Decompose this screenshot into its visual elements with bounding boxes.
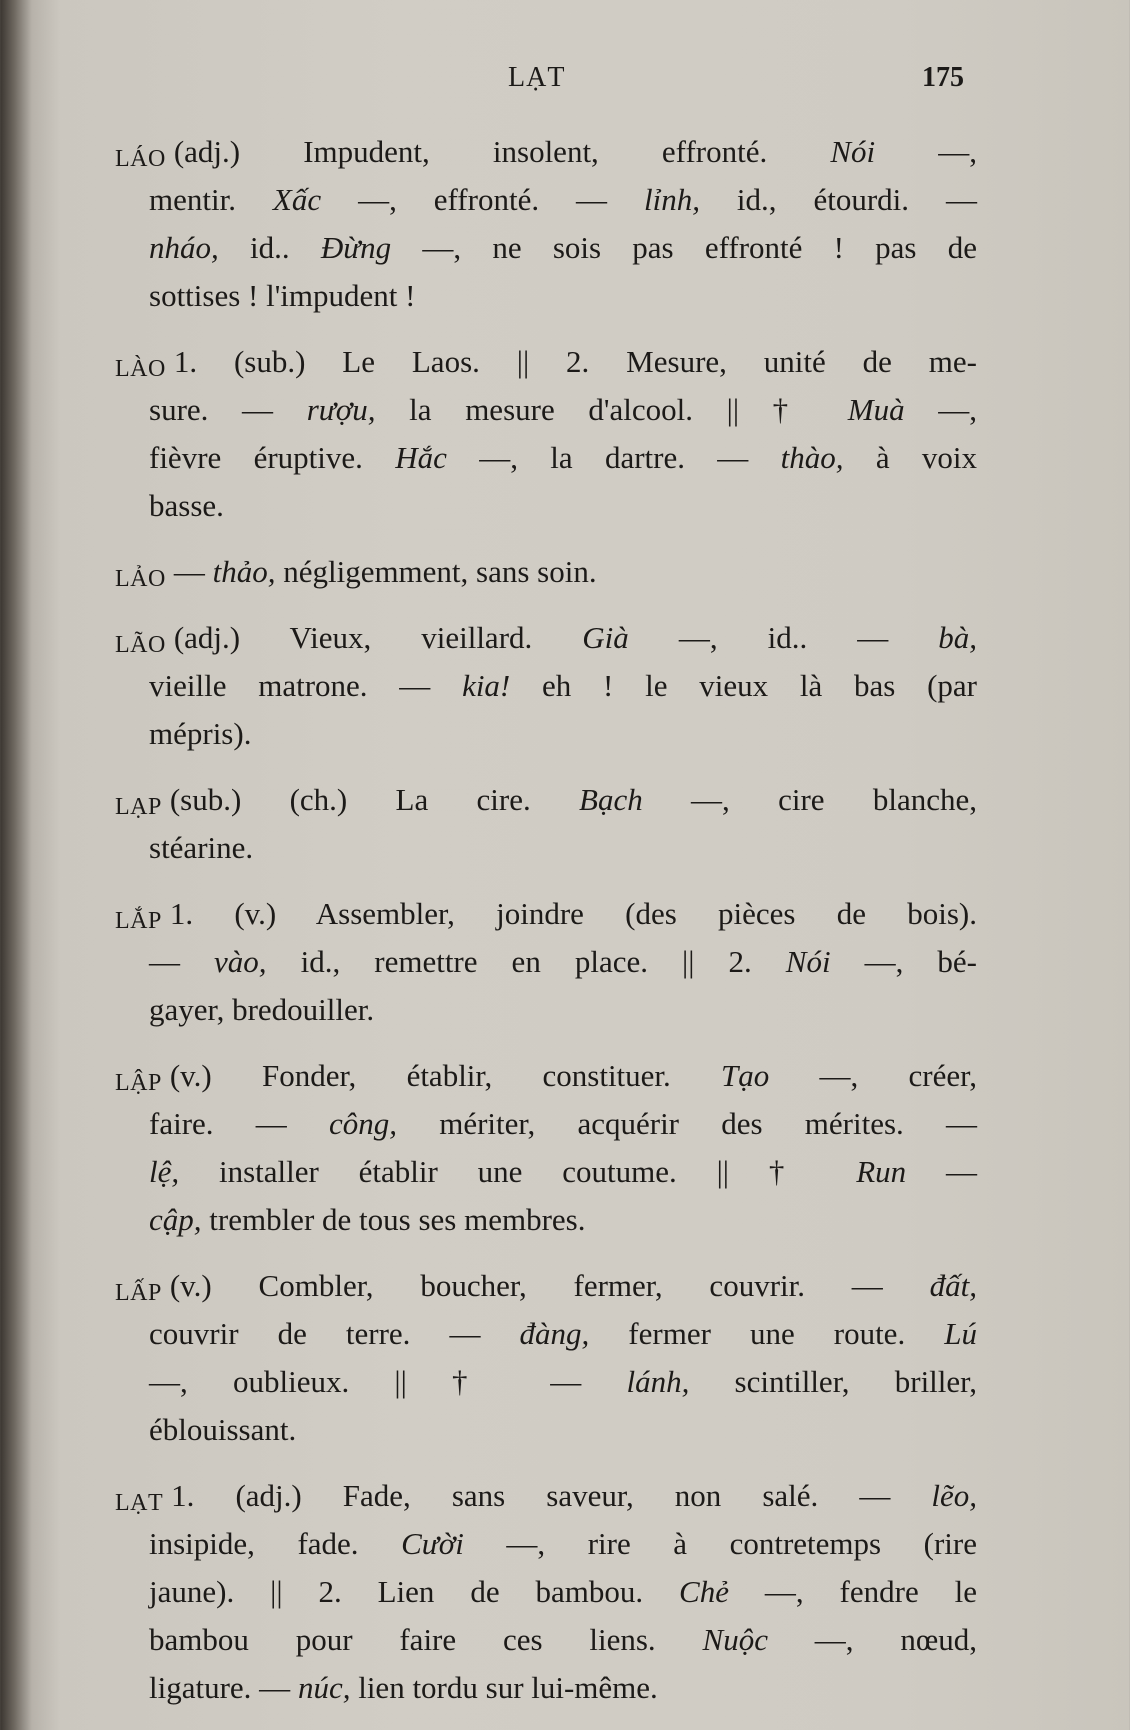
entry-line: [115, 614, 977, 662]
definition-text: —,: [904, 392, 977, 427]
entry-line: [115, 890, 977, 938]
definition-text: (sub.) (ch.) La cire.: [169, 782, 580, 817]
definition-text: —, fendre le: [728, 1574, 977, 1609]
definition-text: jaune). || 2. Lien de bambou.: [149, 1574, 680, 1609]
definition-text: fièvre éruptive.: [149, 440, 396, 475]
entry-line: [115, 482, 977, 530]
definition-text: la mesure d'alcool. || †: [375, 392, 848, 427]
vietnamese-term: Run: [856, 1154, 907, 1189]
entry-line: [115, 1406, 977, 1454]
vietnamese-term: công,: [328, 1106, 397, 1141]
entry-line: [115, 776, 977, 824]
definition-text: —, rire à contretemps (rire: [463, 1526, 977, 1561]
definition-text: —, oublieux. || † —: [149, 1364, 627, 1399]
entry-line: [115, 662, 977, 710]
entry-line: [115, 1100, 977, 1148]
entry-line: [115, 386, 977, 434]
definition-text: (v.) Fonder, établir, constituer.: [169, 1058, 722, 1093]
definition-text: id., remettre en place. || 2.: [266, 944, 786, 979]
definition-text: —: [906, 1154, 978, 1189]
definition-text: faire. —: [149, 1106, 329, 1141]
vietnamese-term: núc,: [297, 1670, 351, 1705]
vietnamese-term: Chẻ: [679, 1574, 729, 1609]
vietnamese-term: lệ,: [149, 1154, 180, 1189]
entry-line: [115, 986, 977, 1034]
vietnamese-term: Lú: [944, 1316, 977, 1351]
headword: LÃO: [115, 632, 166, 658]
definition-text: —, effronté. —: [321, 182, 644, 217]
dictionary-entry: [115, 1262, 977, 1454]
vietnamese-term: cập,: [149, 1202, 202, 1237]
vietnamese-term: Cười: [401, 1526, 464, 1561]
definition-text: scintiller, briller,: [689, 1364, 977, 1399]
definition-text: éblouissant.: [149, 1412, 297, 1447]
dictionary-entry: [115, 548, 977, 596]
headword: LÀO: [115, 356, 166, 382]
dictionary-entry: [115, 128, 977, 320]
definition-text: —, bé-: [830, 944, 978, 979]
definition-text: —, ne sois pas effronté ! pas de: [391, 230, 977, 265]
entry-line: [115, 548, 977, 596]
vietnamese-term: lánh,: [626, 1364, 690, 1399]
vietnamese-term: Hắc: [395, 440, 447, 475]
entry-line: [115, 1196, 977, 1244]
definition-text: —, cire blanche,: [642, 782, 977, 817]
entry-line: [115, 1568, 977, 1616]
definition-text: stéarine.: [149, 830, 254, 865]
entry-line: [115, 1616, 977, 1664]
entry-line: [115, 710, 977, 758]
dictionary-entry: [115, 776, 977, 872]
entry-line: [115, 224, 977, 272]
definition-text: couvrir de terre. —: [149, 1316, 520, 1351]
dictionary-entries: [115, 128, 977, 1730]
vietnamese-term: thảo,: [212, 554, 276, 589]
vietnamese-term: đất,: [929, 1268, 977, 1303]
definition-text: sure. —: [149, 392, 307, 427]
entry-line: [115, 1358, 977, 1406]
definition-text: —,: [875, 134, 978, 169]
definition-text: 1. (v.) Assembler, joindre (des pièces de bois).: [169, 896, 977, 931]
entry-line: [115, 1472, 977, 1520]
entry-line: [115, 1520, 977, 1568]
definition-text: vieille matrone. —: [149, 668, 463, 703]
vietnamese-term: đàng,: [519, 1316, 590, 1351]
definition-text: bambou pour faire ces liens.: [149, 1622, 703, 1657]
vietnamese-term: Nói: [830, 134, 876, 169]
dictionary-entry: [115, 890, 977, 1034]
entry-line: [115, 434, 977, 482]
definition-text: (v.) Combler, boucher, fermer, couvrir. —: [169, 1268, 930, 1303]
definition-text: négligemment, sans soin.: [275, 554, 597, 589]
definition-text: —, la dartre. —: [446, 440, 781, 475]
page-header: [0, 62, 1130, 102]
definition-text: mériter, acquérir des mérites. —: [397, 1106, 977, 1141]
definition-text: trembler de tous ses membres.: [201, 1202, 586, 1237]
headword: LẮP: [115, 908, 162, 934]
definition-text: eh ! le vieux là bas (par: [510, 668, 977, 703]
definition-text: —: [173, 554, 213, 589]
definition-text: installer établir une coutume. || †: [179, 1154, 857, 1189]
definition-text: (adj.) Vieux, vieillard.: [173, 620, 583, 655]
vietnamese-term: lỉnh,: [643, 182, 700, 217]
definition-text: basse.: [149, 488, 224, 523]
definition-text: id..: [218, 230, 321, 265]
definition-text: mépris).: [149, 716, 252, 751]
vietnamese-term: Nuộc: [702, 1622, 768, 1657]
headword: LẠP: [115, 794, 162, 820]
entry-line: [115, 1148, 977, 1196]
definition-text: ligature. —: [149, 1670, 298, 1705]
vietnamese-term: Già: [582, 620, 629, 655]
vietnamese-term: vào,: [214, 944, 267, 979]
definition-text: mentir.: [149, 182, 273, 217]
headword: LÁO: [115, 146, 166, 172]
dictionary-entry: [115, 1472, 977, 1712]
definition-text: lien tordu sur lui-même.: [350, 1670, 658, 1705]
vietnamese-term: Nói: [785, 944, 831, 979]
entry-line: [115, 1262, 977, 1310]
definition-text: —: [149, 944, 215, 979]
headword: LẬP: [115, 1070, 162, 1096]
headword: LẢO: [115, 566, 166, 592]
definition-text: —, id.. —: [628, 620, 939, 655]
dictionary-entry: [115, 614, 977, 758]
definition-text: à voix: [843, 440, 978, 475]
definition-text: 1. (adj.) Fade, sans saveur, non salé. —: [171, 1478, 932, 1513]
entry-line: [115, 1052, 977, 1100]
definition-text: (adj.) Impudent, insolent, effronté.: [173, 134, 831, 169]
definition-text: insipide, fade.: [149, 1526, 402, 1561]
dictionary-entry: [115, 338, 977, 530]
entry-line: [115, 1664, 977, 1712]
headword: LẤP: [115, 1280, 162, 1306]
entry-line: [115, 176, 977, 224]
vietnamese-term: rượu,: [306, 392, 376, 427]
page-number: 175: [922, 62, 964, 93]
running-head: LẠT: [508, 62, 566, 93]
vietnamese-term: Xấc: [272, 182, 322, 217]
definition-text: sottises ! l'impudent !: [149, 278, 416, 313]
definition-text: gayer, bredouiller.: [149, 992, 375, 1027]
headword: LẠT: [115, 1490, 164, 1516]
definition-text: id., étourdi. —: [699, 182, 977, 217]
entry-line: [115, 824, 977, 872]
entry-line: [115, 338, 977, 386]
vietnamese-term: Muà: [847, 392, 905, 427]
definition-text: —, nœud,: [767, 1622, 978, 1657]
definition-text: 1. (sub.) Le Laos. || 2. Mesure, unité de me-: [173, 344, 977, 379]
vietnamese-term: Bạch: [579, 782, 643, 817]
dictionary-entry: [115, 1052, 977, 1244]
vietnamese-term: Đừng: [320, 230, 392, 265]
entry-line: [115, 272, 977, 320]
vietnamese-term: nháo,: [149, 230, 219, 265]
entry-line: [115, 938, 977, 986]
definition-text: —, créer,: [769, 1058, 977, 1093]
definition-text: fermer une route.: [589, 1316, 945, 1351]
vietnamese-term: bà,: [938, 620, 977, 655]
vietnamese-term: kia!: [462, 668, 511, 703]
vietnamese-term: Tạo: [721, 1058, 770, 1093]
vietnamese-term: lẽo,: [931, 1478, 977, 1513]
entry-line: [115, 1310, 977, 1358]
vietnamese-term: thào,: [780, 440, 844, 475]
entry-line: [115, 128, 977, 176]
